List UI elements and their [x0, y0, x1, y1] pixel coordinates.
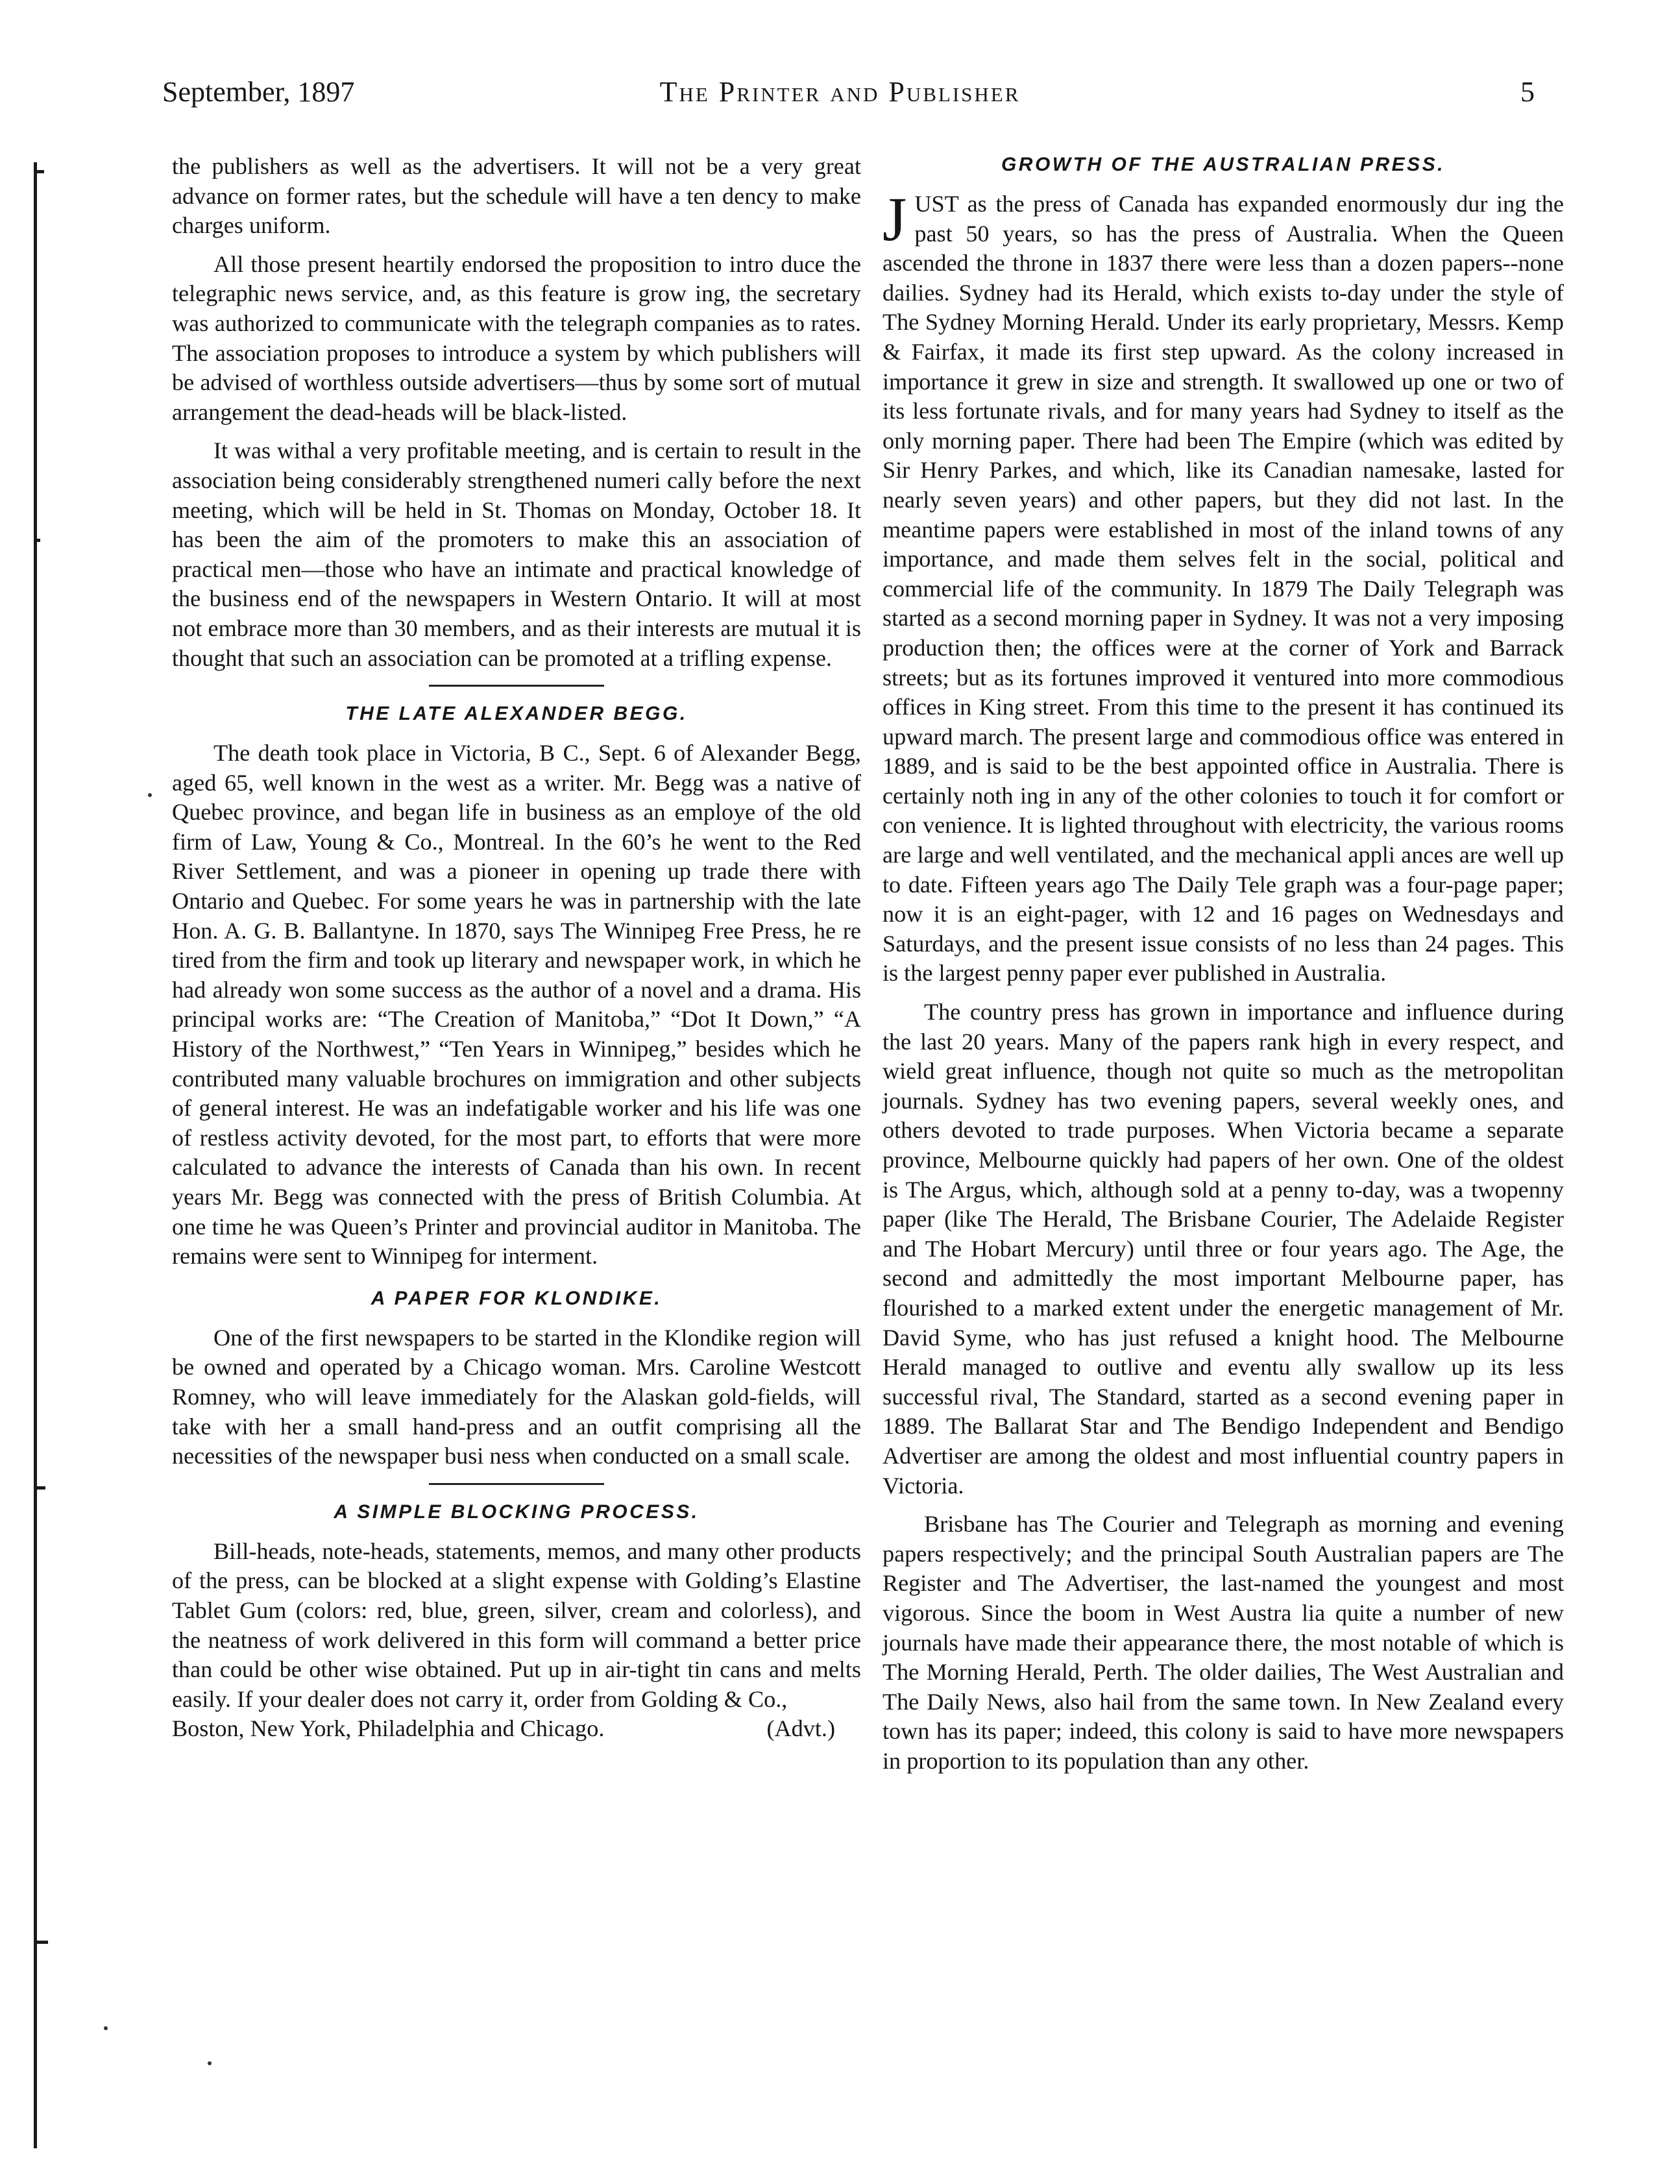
paragraph: [883, 184, 1564, 988]
section-divider: [429, 685, 604, 687]
section-heading-begg: THE LATE ALEXANDER BEGG.: [345, 703, 688, 725]
left-column: [172, 152, 861, 1744]
right-column: [883, 152, 1564, 1785]
paragraph: the publishers as well as the advertisers. It will not be a very great advance on former rates, but the schedule will have a ten dency to make charges uniform.: [172, 153, 861, 239]
paragraph-last-line: Boston, New York, Philadelphia and Chicago.: [172, 1715, 605, 1742]
advt-marker: (Advt.): [766, 1715, 835, 1742]
advertisement-last-line: [172, 1714, 861, 1744]
section-heading-blocking: A SIMPLE BLOCKING PROCESS.: [334, 1501, 700, 1523]
drop-cap: J: [883, 184, 907, 254]
binding-tick-mark: [34, 539, 40, 542]
binding-edge-rule: [34, 162, 37, 2148]
speck-mark: [208, 2061, 212, 2065]
speck-mark: [148, 793, 152, 797]
paragraph-text: UST as the press of Canada has expanded enormously dur ing the past 50 years, so has the press of Australia. When the Queen ascended the throne in 1837 there were less than a dozen papers--none dailies. Sydney had its Herald, which exists to-day under the style of The Sydney Morning Herald. Under its early proprietary, Messrs. Kemp & Fairfax, it made its first step upward. As the colony increased in importance it grew in size and strength. It swallowed up one or two of its less fortunate rivals, and for many years had Sydney to itself as the only morning paper. There had been The Empire (which was edited by Sir Henry Parkes, and which, like its Canadian namesake, lasted for nearly seven years) and other papers, but they did not last. In the meantime papers were established in most of the inland towns of any importance, and made them selves felt in the social, political and commercial life of the community. In 1879 The Daily Telegraph was started as a second morning paper in Sydney. It was not a very imposing production then; the offices were at the corner of York and Barrack streets; but as its fortunes improved it ventured into more commodious offices in King street. From this time to the present it has continued its upward march. The present large and commodious office was entered in 1889, and is said to be the best appointed office in Australia. There is certainly noth ing in any of the other colonies to touch it for comfort or con venience. It is lighted throughout with electricity, the various rooms are large and well ventilated, and the mechanical appli ances are well up to date. Fifteen years ago The Daily Tele graph was a four-page paper; now it is an eight-pager, with 12 and 16 pages on Wednesdays and Saturdays, and the present issue consists of no less than 24 pages. This is the largest penny paper ever published in Australia.: [883, 191, 1564, 987]
speck-mark: [104, 2026, 108, 2030]
running-head: [0, 75, 1680, 114]
paragraph: The country press has grown in importance and influence during the last 20 years. Many of the papers rank high in every respect, and wield great influence, though not quite so much as the metropolitan journals. Sydney has two evening papers, several weekly ones, and others devoted to trade purposes. When Victoria became a separate province, Melbourne quickly had papers of her own. One of the oldest is The Argus, which, although sold at a penny to-day, was a twopenny paper (like The Herald, The Brisbane Courier, The Adelaide Register and The Hobart Mercury) until three or four years ago. The Age, the second and admittedly the most important Melbourne paper, has flourished to a marked extent under the energetic management of Mr. David Syme, who has just refused a knight hood. The Melbourne Herald managed to outlive and eventu ally swallow up its less successful rival, The Standard, started as a second evening paper in 1889. The Ballarat Star and The Bendigo Independent and Bendigo Advertiser are among the oldest and most influential country papers in Victoria.: [883, 999, 1564, 1499]
page-number: 5: [1520, 76, 1535, 108]
paragraph: Bill-heads, note-heads, statements, memos, and many other products of the press, can be blocked at a slight expense with Golding’s Elastine Tablet Gum (colors: red, blue, green, silver, cream and colorless), and the neatness of work delivered in this form will command a better price than could be other wise obtained. Put up in air-tight tin cans and melts easily. If your dealer does not carry it, order from Golding & Co.,: [172, 1538, 861, 1712]
paragraph: One of the first newspapers to be started in the Klondike region will be owned and operated by a Chicago woman. Mrs. Caroline Westcott Romney, who will leave immediately for the Alaskan gold-fields, will take with her a small hand-press and an outfit comprising all the necessities of the newspaper busi ness when conducted on a small scale.: [172, 1324, 861, 1469]
binding-tick-mark: [34, 1941, 48, 1944]
paragraph: Brisbane has The Courier and Telegraph as morning and evening papers respectively; and the principal South Australian papers are The Register and The Advertiser, the last-named the youngest and most vigorous. Since the boom in West Austra lia quite a number of new journals have made their appearance there, the most notable of which is The Morning Herald, Perth. The older dailies, The West Australian and The Daily News, also hail from the same town. In New Zealand every town has its paper; indeed, this colony is said to have more newspapers in proportion to its population than any other.: [883, 1511, 1564, 1774]
paragraph: All those present heartily endorsed the proposition to intro duce the telegraphic news service, and, as this feature is grow ing, the secretary was authorized to communicate with the telegraph companies as to rates. The association proposes to introduce a system by which publishers will be advised of worthless outside advertisers—thus by some sort of mutual arrangement the dead-heads will be black-listed.: [172, 251, 861, 425]
paragraph: The death took place in Victoria, B C., Sept. 6 of Alexander Begg, aged 65, well known in the west as a writer. Mr. Begg was a native of Quebec province, and began life in business as an employe of the old firm of Law, Young & Co., Montreal. In the 60’s he went to the Red River Settlement, and was a pioneer in opening up trade there with Ontario and Quebec. For some years he was in partnership with the late Hon. A. G. B. Ballantyne. In 1870, says The Winnipeg Free Press, he re tired from the firm and took up literary and newspaper work, in which he had already won some success as the author of a novel and a drama. His principal works are: “The Creation of Manitoba,” “Dot It Down,” “A History of the Northwest,” “Ten Years in Winnipeg,” besides which he contributed many valuable brochures on immigration and other subjects of general interest. He was an indefatigable worker and his life was one of restless activity devoted, for the most part, to efforts that were more calculated to advance the interests of Canada than his own. In recent years Mr. Begg was connected with the press of British Columbia. At one time he was Queen’s Printer and provincial auditor in Manitoba. The remains were sent to Winnipeg for interment.: [172, 740, 861, 1270]
paragraph: It was withal a very profitable meeting, and is certain to result in the association being considerably strengthened numeri cally before the next meeting, which will be held in St. Thomas on Monday, October 18. It has been the aim of the promoters to make this an association of practical men—those who have an intimate and practical knowledge of the business end of the newspapers in Western Ontario. It will at most not embrace more than 30 members, and as their interests are mutual it is thought that such an association can be promoted at a trifling expense.: [172, 437, 861, 671]
section-divider: [429, 1483, 604, 1485]
section-heading-australian-press: GROWTH OF THE AUSTRALIAN PRESS.: [1001, 154, 1446, 175]
publication-title: The Printer and Publisher: [659, 76, 1021, 108]
binding-tick-mark: [34, 1486, 45, 1490]
binding-tick-mark: [34, 170, 44, 173]
issue-date: September, 1897: [162, 76, 355, 108]
section-heading-klondike: A PAPER FOR KLONDIKE.: [371, 1287, 663, 1309]
